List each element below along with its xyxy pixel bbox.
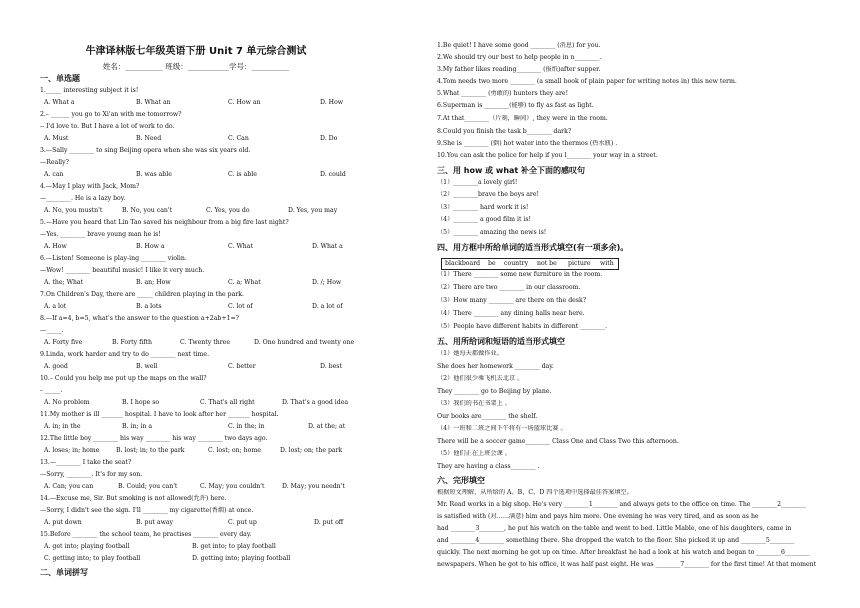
word-box-item: blackboard — [445, 260, 481, 267]
spelling-item-4: 4.Tom needs two more ________ (a small book of plain paper for writing notes in) this new term. — [437, 78, 737, 85]
spelling-item-6: 6.Superman is ________(能够) to fly as fast as light. — [437, 102, 594, 109]
option-d: D. Do — [320, 135, 338, 142]
question-13: 13.—________ I take the seat? — [40, 459, 132, 466]
question-13-reply: —Sorry, ________. It's for my son. — [40, 471, 143, 478]
phrase-fill-prompt-5: （5）他们正在上班会课 。 — [437, 450, 511, 457]
option-a: A. Forty five — [44, 339, 83, 346]
section-heading-word-spelling: 二、单词拼写 — [40, 568, 88, 577]
section-heading-single-choice: 一、单选题 — [40, 74, 80, 83]
question-3-reply: —Really? — [40, 159, 69, 166]
spelling-item-9: 9.She is ________ (倒) hot water into the thermos (热水瓶) . — [437, 140, 618, 147]
option-c: C. Can — [228, 135, 249, 142]
option-b: B. Need — [136, 135, 162, 142]
question-15: 15.Before ________ the school team, he practises ________ every day. — [40, 531, 252, 538]
option-a: A. What a — [44, 99, 75, 106]
option-a: A. How — [44, 243, 67, 250]
word-box-item: not be — [537, 260, 557, 267]
option-b: B. well — [136, 363, 158, 370]
word-box-item: country — [504, 260, 529, 267]
question-14-reply: —Sorry, I didn't see the sign. I'll ________ my cigarette(香烟) at once. — [40, 507, 254, 514]
option-d: D. That's a good idea — [282, 399, 349, 406]
phrase-fill-sentence-2: They ________ go to Beijing by plane. — [437, 388, 552, 395]
question-1: 1._____ interesting subject it is! — [40, 87, 139, 94]
question-5: 5.—Have you heard that Lin Tao saved his neighbour from a big fire last night? — [40, 219, 289, 226]
question-10: 10.– Could you help me put up the maps on the wall? — [40, 375, 207, 382]
cloze-passage-line-4: and ________4________ something there. She dropped the watch to the floor. She picked it up and ________5________ — [437, 537, 795, 544]
phrase-fill-prompt-2: （2）他们很少乘飞机去北京 。 — [437, 375, 524, 382]
option-a: A. good — [44, 363, 68, 370]
phrase-fill-prompt-3: （3）我们的书在书架上 。 — [437, 400, 511, 407]
option-b: B. No, you can't — [122, 207, 173, 214]
option-c: C. Yes, you do — [206, 207, 250, 214]
option-d: D. put off — [314, 519, 344, 526]
question-4: 4.—May I play with Jack, Mom? — [40, 183, 140, 190]
spelling-item-2: 2.We should try our best to help people in n________. — [437, 54, 602, 61]
question-2: 2.– ______ you go to Xi'an with me tomorrow? — [40, 111, 182, 118]
option-d: D. getting into; playing football — [192, 555, 291, 562]
phrase-fill-prompt-1: （1）她每天都做作业。 — [437, 350, 503, 357]
option-b: B. in; in a — [122, 423, 153, 430]
option-a: A. loses; in; home — [44, 447, 100, 454]
option-b: B. Forty fifth — [112, 339, 152, 346]
spelling-item-5: 5.What ________ (勇敢的) hunters they are! — [437, 90, 569, 97]
word-fill-item-5: （5）People have different habits in different ________. — [437, 323, 607, 330]
option-d: D. lost; on; the park — [280, 447, 343, 454]
option-c: C. put up — [228, 519, 257, 526]
option-b: B. I hope so — [122, 399, 160, 406]
option-a: A. No, you mustn't — [44, 207, 103, 214]
option-d: D. Yes, you may — [288, 207, 338, 214]
option-d: D. best — [320, 363, 342, 370]
cloze-instructions: 根据短文理解，从所给的 A、B、C、D 四个选项中选择最佳答案填空。 — [437, 489, 633, 496]
exclamation-item-4: （4）________ a good film it is! — [437, 216, 532, 223]
option-b: B. was able — [136, 171, 172, 178]
option-b: B. What an — [136, 99, 171, 106]
exclamation-item-5: （5）________ amazing the news is! — [437, 229, 547, 236]
spelling-item-8: 8.Could you finish the task b________ dark? — [437, 128, 572, 135]
section-heading-phrase-fill: 五、用所给词和短语的适当形式填空 — [437, 337, 565, 346]
spelling-item-1: 1.Be quiet! I have some good ________ (消息) for you. — [437, 42, 601, 49]
phrase-fill-sentence-4: There will be a soccer game________ Class One and Class Two this afternoon. — [437, 438, 679, 445]
option-c: C. is able — [228, 171, 257, 178]
question-5-reply: —Yes. ________ brave young man he is! — [40, 231, 161, 238]
exclamation-item-3: （3）________ hard work it is! — [437, 204, 529, 211]
spelling-item-3: 3.My father likes reading________ (报纸)after supper. — [437, 66, 601, 73]
cloze-passage-line-2: is satisfied with (对……满意) him and pays him more. One evening he was very tired, and as soon as he — [437, 513, 759, 520]
option-d: D. a lot of — [312, 303, 343, 310]
section-heading-how-what: 三、用 how 或 what 补全下面的感叹句 — [437, 166, 586, 175]
word-box-item: with — [600, 260, 614, 267]
document-title: 牛津译林版七年级英语下册 Unit 7 单元综合测试 — [85, 46, 307, 57]
spelling-item-10: 10.You can ask the police for help if you l________ your way in a street. — [437, 152, 658, 159]
option-d: D. /; How — [312, 279, 342, 286]
question-11: 11.My mother is ill _______ hospital. I have to look after her _______ hospital. — [40, 411, 279, 418]
option-d: D. One hundred and twenty one — [254, 339, 355, 346]
option-a: A. the; What — [44, 279, 84, 286]
option-c: C. Twenty three — [180, 339, 230, 346]
question-8: 8.—If a=4, b=5, what's the answer to the question a+2ab+1=? — [40, 315, 239, 322]
option-c: C. lost; on; home — [208, 447, 261, 454]
word-box-item: picture — [568, 260, 591, 267]
option-a: A. can — [44, 171, 64, 178]
option-a: A. No problem — [44, 399, 90, 406]
option-c: C. in the; in — [228, 423, 265, 430]
phrase-fill-sentence-5: They are having a class________ . — [437, 463, 540, 470]
option-a: A. a lot — [44, 303, 67, 310]
option-b: B. put away — [136, 519, 174, 526]
option-c: C. That's all right — [200, 399, 255, 406]
option-d: D. May; you needn't — [282, 483, 345, 490]
option-a: A. put down — [44, 519, 82, 526]
option-c: C. lot of — [228, 303, 253, 310]
option-c: C. better — [228, 363, 256, 370]
cloze-passage-line-1: Mr. Read works in a big shop. He's very ________1________ and always gets to the office on time. The ________2________ — [437, 501, 806, 508]
question-7: 7.On Children's Day, there are _____ children playing in the park. — [40, 291, 245, 298]
question-10-reply: – _____. — [40, 387, 63, 394]
cloze-passage-line-5: quickly. The next morning he got up on time. After breakfast he had a look at his watch and began to ________6________ — [437, 549, 810, 556]
word-fill-item-3: （3）How many ________ are there on the desk? — [437, 297, 587, 304]
option-a: A. Can; you can — [44, 483, 94, 490]
question-6-reply: —Wow! ________ beautiful music! I like it very much. — [40, 267, 205, 274]
option-d: D. What a — [312, 243, 343, 250]
spelling-item-7: 7.At that________（片刻，瞬间）, they were in the room. — [437, 115, 608, 122]
option-c: C. What — [228, 243, 253, 250]
question-2-reply: -- I'd love to. But I have a lot of work to do. — [40, 123, 175, 130]
option-b: B. get into; to play football — [192, 543, 276, 550]
section-heading-cloze: 六、完形填空 — [437, 476, 485, 485]
option-d: D. How — [320, 99, 344, 106]
option-d: D. could — [320, 171, 346, 178]
phrase-fill-sentence-1: She does her homework ________ day. — [437, 363, 554, 370]
word-box — [441, 258, 619, 270]
question-6: 6.—Listen! Someone is play-ing ________ violin. — [40, 255, 187, 262]
exclamation-item-1: （1）________a lovely girl! — [437, 179, 518, 186]
option-b: B. a lots — [136, 303, 162, 310]
option-b: B. lost; in; to the park — [116, 447, 185, 454]
option-b: B. an; How — [136, 279, 171, 286]
question-12: 12.The little boy ________ his way ________ his way ________ two days ago. — [40, 435, 268, 442]
student-info-line: 姓名：__________ 班级：___________学号：__________ — [102, 62, 290, 71]
question-4-reply: —________. He is a lazy boy. — [40, 195, 126, 202]
word-fill-item-1: （1）There ________ some new furniture in the room. — [437, 271, 603, 278]
option-d: D. at the; at — [308, 423, 346, 430]
option-a: A. get into; playing football — [44, 543, 130, 550]
option-c: C. How an — [228, 99, 261, 106]
option-c: C. getting into; to play football — [44, 555, 141, 562]
option-b: B. Could; you can't — [118, 483, 178, 490]
cloze-passage-line-6: newspapers. When he got to his office, it was half past eight. He was ________7________ for the first time! At that moment — [437, 561, 817, 568]
question-3: 3.—Sally ________ to sing Beijing opera when she was six years old. — [40, 147, 251, 154]
phrase-fill-prompt-4: （4）一班和二班之间下午将有一场篮球比赛 。 — [437, 425, 567, 432]
cloze-passage-line-3: had ________3________, he put his watch on the table and went to bed. Little Mable, one of his daughters, came in — [437, 525, 792, 532]
option-a: A. in; in the — [44, 423, 81, 430]
option-c: C. a; What — [228, 279, 261, 286]
word-fill-item-2: （2）There are two ________ in our classroom. — [437, 284, 581, 291]
option-b: B. How a — [136, 243, 165, 250]
word-fill-item-4: （4）There ________ any dining halls near here. — [437, 310, 585, 317]
section-heading-word-box-fill: 四、用方框中所给单词的适当形式填空(有一项多余)。 — [437, 243, 629, 252]
question-8-reply: —_____. — [40, 327, 64, 334]
option-c: C. May; you couldn't — [200, 483, 265, 490]
phrase-fill-sentence-3: Our books are________ the shelf. — [437, 413, 538, 420]
question-14: 14.—Excuse me, Sir. But smoking is not allowed(允许) here. — [40, 495, 227, 502]
question-9: 9.Linda, work harder and try to do ________ next time. — [40, 351, 210, 358]
word-box-item: be — [488, 260, 496, 267]
exclamation-item-2: （2）________brave the boys are! — [437, 191, 540, 198]
option-a: A. Must — [44, 135, 69, 142]
